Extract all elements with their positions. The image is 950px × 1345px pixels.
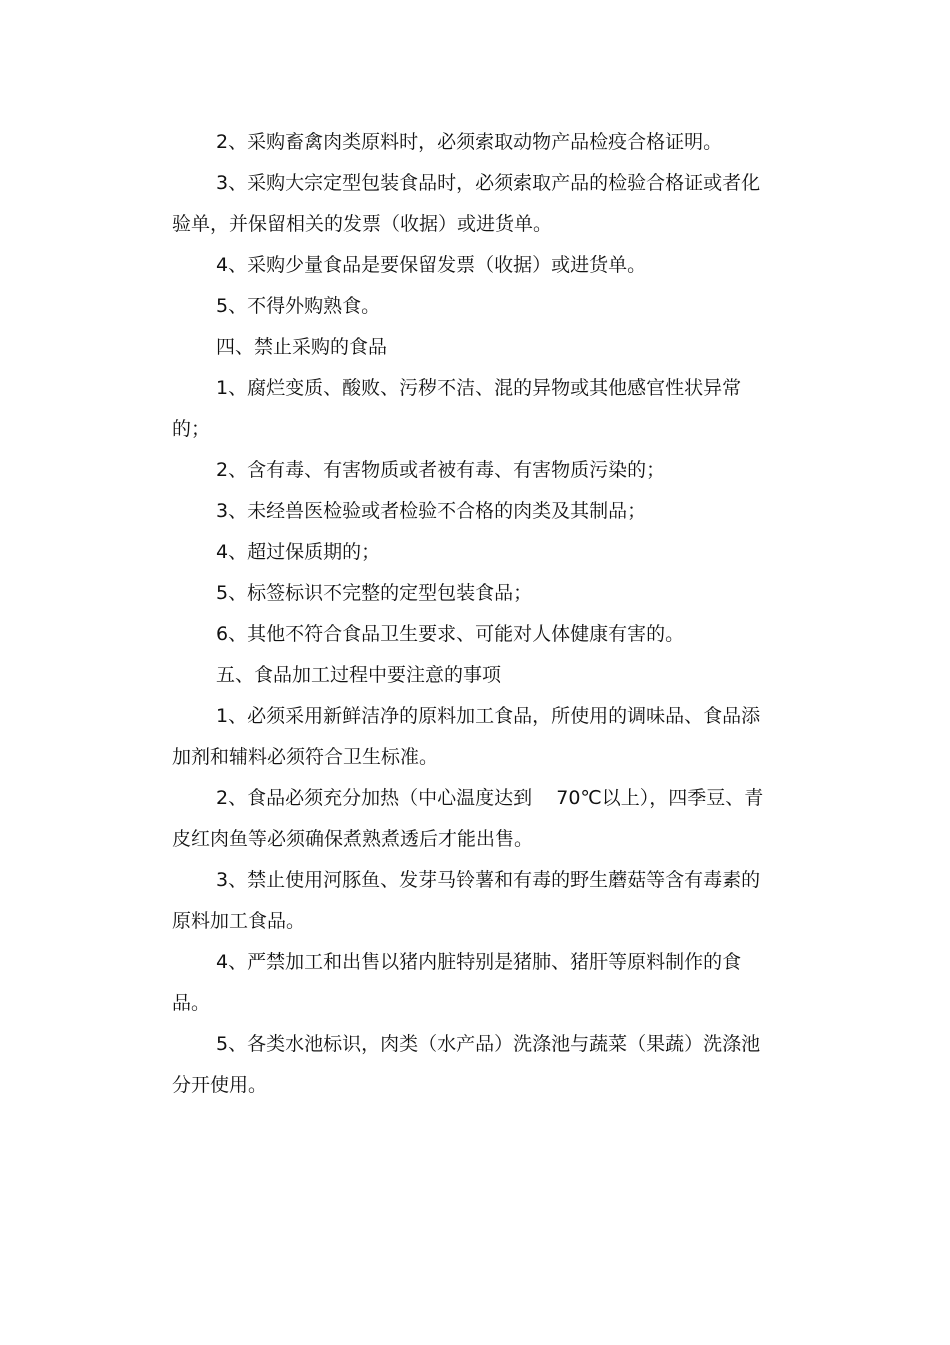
paragraph-prohibited-3: 3、未经兽医检验或者检验不合格的肉类及其制品； (216, 500, 647, 522)
paragraph-processing-2: 2、食品必须充分加热（中心温度达到 70℃以上），四季豆、青皮红肉鱼等必须确保煮熟煮透后才能出售。 (172, 787, 764, 850)
paragraph-prohibited-6: 6、其他不符合食品卫生要求、可能对人体健康有害的。 (216, 623, 685, 645)
paragraph-processing-5: 5、各类水池标识，肉类（水产品）洗涤池与蔬菜（果蔬）洗涤池分开使用。 (172, 1033, 761, 1096)
paragraph-prohibited-1: 1、腐烂变质、酸败、污秽不洁、混的异物或其他感官性状异常的； (172, 377, 742, 440)
section-heading-5: 五、食品加工过程中要注意的事项 (216, 664, 502, 686)
paragraph-purchase-3: 3、采购大宗定型包装食品时，必须索取产品的检验合格证或者化验单，并保留相关的发票（收据）或进货单。 (172, 172, 761, 235)
paragraph-purchase-4: 4、采购少量食品是要保留发票（收据）或进货单。 (216, 254, 647, 276)
paragraph-purchase-5: 5、不得外购熟食。 (216, 295, 381, 317)
paragraph-prohibited-2: 2、含有毒、有害物质或者被有毒、有害物质污染的； (216, 459, 666, 481)
paragraph-processing-3: 3、禁止使用河豚鱼、发芽马铃薯和有毒的野生蘑菇等含有毒素的原料加工食品。 (172, 869, 761, 932)
document-body (172, 122, 772, 1106)
paragraph-prohibited-4: 4、超过保质期的； (216, 541, 381, 563)
paragraph-processing-1: 1、必须采用新鲜洁净的原料加工食品，所使用的调味品、食品添加剂和辅料必须符合卫生标准。 (172, 705, 761, 768)
paragraph-purchase-2: 2、采购畜禽肉类原料时，必须索取动物产品检疫合格证明。 (216, 131, 723, 153)
paragraph-prohibited-5: 5、标签标识不完整的定型包装食品； (216, 582, 533, 604)
section-heading-4: 四、禁止采购的食品 (216, 336, 388, 358)
paragraph-processing-4: 4、严禁加工和出售以猪内脏特别是猪肺、猪肝等原料制作的食品。 (172, 951, 742, 1014)
